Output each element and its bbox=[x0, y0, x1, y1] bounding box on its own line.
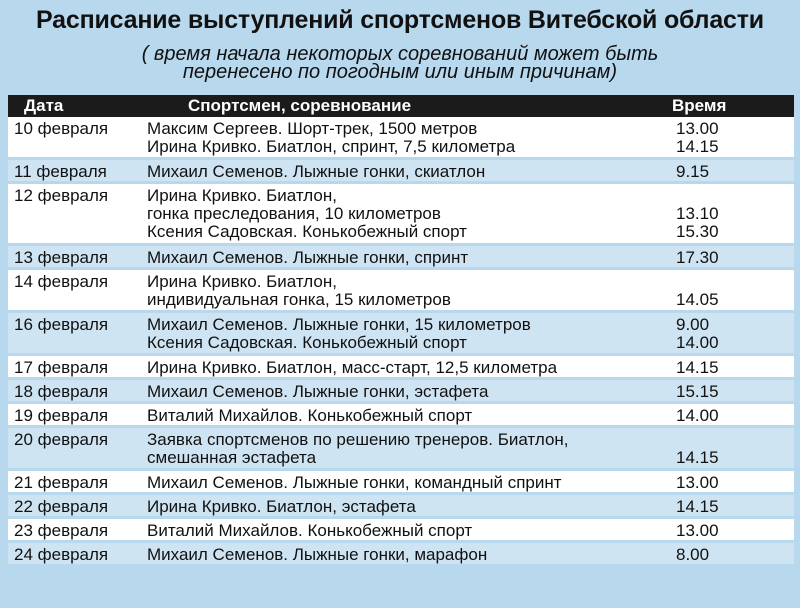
table-row bbox=[8, 428, 794, 471]
row-time bbox=[676, 273, 719, 309]
time-line: 13.00 bbox=[676, 521, 719, 540]
row-date: 22 февраля bbox=[14, 497, 109, 516]
time-line: 14.15 bbox=[676, 448, 719, 467]
table-row bbox=[8, 543, 794, 567]
column-header-event: Спортсмен, соревнование bbox=[188, 96, 412, 115]
row-date: 16 февраля bbox=[14, 315, 109, 334]
time-line: 14.15 bbox=[676, 358, 719, 377]
row-time bbox=[676, 546, 709, 564]
table-row bbox=[8, 356, 794, 380]
row-time bbox=[676, 498, 719, 516]
subtitle-line-1: ( время начала некоторых соревнований может быть bbox=[141, 43, 659, 65]
row-event bbox=[147, 407, 472, 425]
page-title: Расписание выступлений спортсменов Витебской области bbox=[36, 6, 764, 34]
event-line: Ксения Садовская. Конькобежный спорт bbox=[147, 222, 467, 241]
row-date: 10 февраля bbox=[14, 119, 109, 138]
event-line: Михаил Семенов. Лыжные гонки, эстафета bbox=[147, 382, 489, 401]
event-line: индивидуальная гонка, 15 километров bbox=[147, 290, 451, 309]
time-line: 15.15 bbox=[676, 382, 719, 401]
event-line: Михаил Семенов. Лыжные гонки, 15 километров bbox=[147, 315, 531, 334]
row-event bbox=[147, 316, 531, 352]
row-event bbox=[147, 187, 467, 241]
time-line: 9.15 bbox=[676, 162, 710, 181]
row-date: 14 февраля bbox=[14, 272, 109, 291]
table-row bbox=[8, 246, 794, 270]
event-line: Ирина Кривко. Биатлон, bbox=[147, 272, 337, 291]
row-time bbox=[676, 249, 719, 267]
row-date: 13 февраля bbox=[14, 248, 109, 267]
time-line: 9.00 bbox=[676, 315, 710, 334]
row-event bbox=[147, 249, 468, 267]
event-line: Виталий Михайлов. Конькобежный спорт bbox=[147, 406, 473, 425]
row-time bbox=[676, 383, 719, 401]
row-event bbox=[147, 474, 562, 492]
table-row bbox=[8, 184, 794, 246]
time-line: 17.30 bbox=[676, 248, 719, 267]
table-header bbox=[8, 95, 794, 117]
table-row bbox=[8, 160, 794, 184]
time-line: 14.00 bbox=[676, 333, 719, 352]
row-event bbox=[147, 522, 472, 540]
table-row bbox=[8, 270, 794, 313]
row-time bbox=[676, 163, 709, 181]
row-date: 24 февраля bbox=[14, 545, 109, 564]
time-line: 14.15 bbox=[676, 497, 719, 516]
event-line: Максим Сергеев. Шорт-трек, 1500 метров bbox=[147, 119, 478, 138]
row-time bbox=[676, 474, 719, 492]
time-line: 14.05 bbox=[676, 290, 719, 309]
row-event bbox=[147, 120, 515, 156]
row-date: 11 февраля bbox=[14, 162, 107, 181]
time-line: 13.00 bbox=[676, 473, 719, 492]
table-row bbox=[8, 117, 794, 160]
row-time bbox=[676, 316, 719, 352]
time-line: 13.10 bbox=[676, 204, 719, 223]
column-header-time: Время bbox=[672, 96, 727, 115]
event-line: Михаил Семенов. Лыжные гонки, спринт bbox=[147, 248, 469, 267]
event-line: Михаил Семенов. Лыжные гонки, марафон bbox=[147, 545, 488, 564]
event-line: Виталий Михайлов. Конькобежный спорт bbox=[147, 521, 473, 540]
event-line: Заявка спортсменов по решению тренеров. Биатлон, bbox=[147, 430, 569, 449]
row-event bbox=[147, 498, 416, 516]
event-line: смешанная эстафета bbox=[147, 448, 317, 467]
event-line: гонка преследования, 10 километров bbox=[147, 204, 441, 223]
event-line: Ирина Кривко. Биатлон, эстафета bbox=[147, 497, 416, 516]
row-time bbox=[676, 187, 719, 241]
row-event bbox=[147, 546, 487, 564]
page-subtitle bbox=[0, 42, 800, 83]
row-event bbox=[147, 163, 485, 181]
row-date: 17 февраля bbox=[14, 358, 109, 377]
event-line: Ирина Кривко. Биатлон, спринт, 7,5 километра bbox=[147, 137, 516, 156]
time-line: 13.00 bbox=[676, 119, 719, 138]
time-line: 15.30 bbox=[676, 222, 719, 241]
table-row bbox=[8, 404, 794, 428]
row-event bbox=[147, 359, 557, 377]
row-event bbox=[147, 383, 489, 401]
time-line: 14.15 bbox=[676, 137, 719, 156]
table-row bbox=[8, 313, 794, 356]
table-row bbox=[8, 471, 794, 495]
event-line: Михаил Семенов. Лыжные гонки, командный спринт bbox=[147, 473, 562, 492]
column-header-date: Дата bbox=[24, 96, 64, 115]
event-line: Ирина Кривко. Биатлон, масс-старт, 12,5 километра bbox=[147, 358, 558, 377]
event-line: Михаил Семенов. Лыжные гонки, скиатлон bbox=[147, 162, 486, 181]
subtitle-line-2: перенесено по погодным или иным причинам) bbox=[182, 61, 618, 83]
row-time bbox=[676, 120, 719, 156]
row-date: 18 февраля bbox=[14, 382, 109, 401]
row-event bbox=[147, 273, 451, 309]
time-line bbox=[676, 431, 719, 449]
row-time bbox=[676, 407, 719, 425]
time-line: 8.00 bbox=[676, 545, 710, 564]
table-row bbox=[8, 495, 794, 519]
row-date: 23 февраля bbox=[14, 521, 109, 540]
time-line bbox=[676, 273, 719, 291]
row-time bbox=[676, 431, 719, 467]
row-time bbox=[676, 522, 719, 540]
table-row bbox=[8, 380, 794, 404]
row-date: 12 февраля bbox=[14, 186, 109, 205]
row-date: 19 февраля bbox=[14, 406, 109, 425]
schedule-table-body bbox=[8, 117, 794, 567]
row-time bbox=[676, 359, 719, 377]
event-line: Ирина Кривко. Биатлон, bbox=[147, 186, 337, 205]
time-line: 14.00 bbox=[676, 406, 719, 425]
table-row bbox=[8, 519, 794, 543]
row-date: 21 февраля bbox=[14, 473, 109, 492]
event-line: Ксения Садовская. Конькобежный спорт bbox=[147, 333, 467, 352]
time-line bbox=[676, 187, 719, 205]
row-date: 20 февраля bbox=[14, 430, 109, 449]
row-event bbox=[147, 431, 569, 467]
